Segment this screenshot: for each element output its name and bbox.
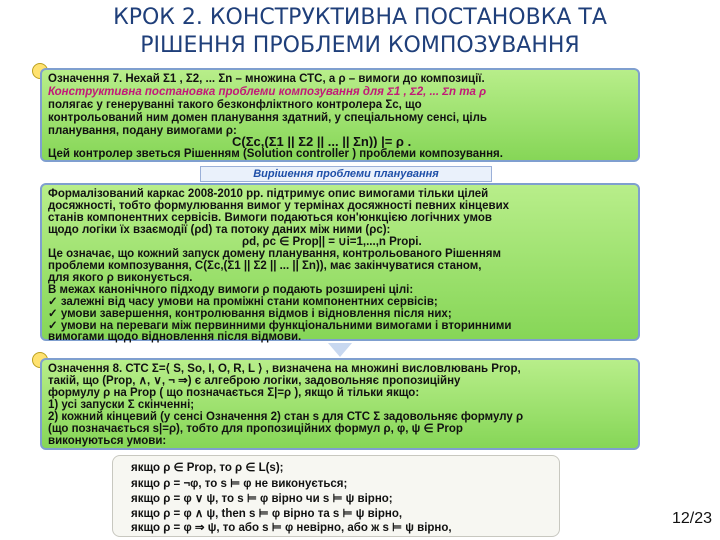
fw-line-2: досяжності, тобто формулювання вимог у термінах досяжності певних кінцевих: [48, 200, 510, 212]
fw-line-12: вимогами щодо відновлення після відмови.: [48, 331, 302, 343]
fw-line-6: проблеми композування, C(Σc,(Σ1 || Σ2 || ... || Σn)), має закінчуватися станом,: [48, 260, 482, 272]
def7-line-6: Цей контролер зветься Рішенням (Solution controller ) проблеми композування.: [48, 148, 503, 160]
def7-line-5: планування, подану вимогами ρ:: [48, 125, 237, 137]
def8-line-7: виконуються умови:: [48, 435, 167, 447]
def7-line-1: Означення 7. Нехай Σ1 , Σ2, ... Σn – множина СТС, а ρ – вимоги до композиції.: [48, 73, 485, 85]
def8-line-6: (що позначається s|=ρ), тобто для пропозиційних формул ρ, φ, ψ ∈ Prop: [48, 423, 463, 435]
fw-line-4: щодо логіки їх взаємодії (ρd) та потоку даних між ними (ρc):: [48, 224, 391, 236]
fw-line-9: ✓ залежні від часу умови на проміжні стани компонентних сервісів;: [48, 296, 438, 308]
fw-line-10: ✓ умови завершення, контролювання відмов і відновлення після них;: [48, 308, 452, 320]
rule-4: якщо ρ = φ ∧ ψ, then s ⊨ φ вірно та s ⊨ ψ вірно,: [131, 508, 403, 520]
semantics-rules-box: [112, 455, 560, 537]
def7-line-4: контрольований ним домен планування здатний, у спеціальному сенсі, ціль: [48, 112, 488, 124]
fw-line-3: станів компонентних сервісів. Вимоги подаються кон'юнкцією логічних умов: [48, 212, 492, 224]
title-line-1: КРОК 2. КОНСТРУКТИВНА ПОСТАНОВКА ТА: [113, 5, 607, 30]
def8-line-4: 1) усі запуски Σ скінченні;: [48, 399, 195, 411]
rule-3: якщо ρ = φ ∨ ψ, то s ⊨ φ вірно чи s ⊨ ψ вірно;: [131, 493, 393, 505]
fw-line-7: для якого ρ виконується.: [48, 272, 193, 284]
def8-line-3: формулу ρ на Prop ( що позначається Σ|=ρ ), якщо й тільки якщо:: [48, 387, 420, 399]
rule-2: якщо ρ = ¬φ, то s ⊨ φ не виконується;: [131, 478, 348, 490]
fw-line-8: В межах канонічного підходу вимоги ρ подають розширені цілі:: [48, 284, 414, 296]
page-number: 12/23: [671, 510, 712, 527]
def8-line-1: Означення 8. СТС Σ=⟨ S, So, I, O, R, L ⟩ , визначена на множині висловлювань Prop,: [48, 363, 521, 375]
def8-line-5: 2) кожний кінцевий (у сенсі Означення 2) стан s для СТС Σ задовольняє формулу ρ: [48, 411, 524, 423]
section-heading: Вирішення проблеми планування: [200, 166, 492, 182]
rule-5: якщо ρ = φ ⇒ ψ, то або s ⊨ φ невірно, або ж s ⊨ ψ вірно,: [131, 522, 452, 534]
def7-line-3: полягає у генеруванні такого безконфліктного контролера Σc, що: [48, 99, 422, 111]
rule-1: якщо ρ ∈ Prop, то ρ ∈ L(s);: [131, 462, 284, 474]
def7-line-2: Конструктивна постановка проблеми композування для Σ1 , Σ2, ... Σn та ρ: [48, 86, 487, 98]
definition-7-panel: [40, 68, 640, 162]
def7-formula: C(Σc,(Σ1 || Σ2 || ... || Σn)) |= ρ .: [232, 135, 412, 148]
def8-line-2: такій, що (Prop, ∧, ∨, ¬ ⇒) є алгеброю логіки, задовольняє пропозиційну: [48, 375, 461, 387]
fw-line-1: Формалізований каркас 2008-2010 рр. підтримує опис вимогами тільки цілей: [48, 188, 489, 200]
fw-line-11: ✓ умови на переваги між первинними функціональними вимогами і вторинними: [48, 320, 512, 332]
page-title: [0, 4, 720, 60]
title-line-2: РІШЕННЯ ПРОБЛЕМИ КОМПОЗУВАННЯ: [140, 33, 580, 58]
framework-panel: [40, 183, 640, 341]
definition-8-panel: [40, 358, 640, 450]
fw-line-5: Це означає, що кожний запуск домену планування, контрольованого Рішенням: [48, 248, 502, 260]
fw-formula: ρd, ρc ∈ Prop|| = ∪i=1,...,n Propi.: [242, 236, 422, 248]
down-arrow-icon: [328, 343, 352, 357]
